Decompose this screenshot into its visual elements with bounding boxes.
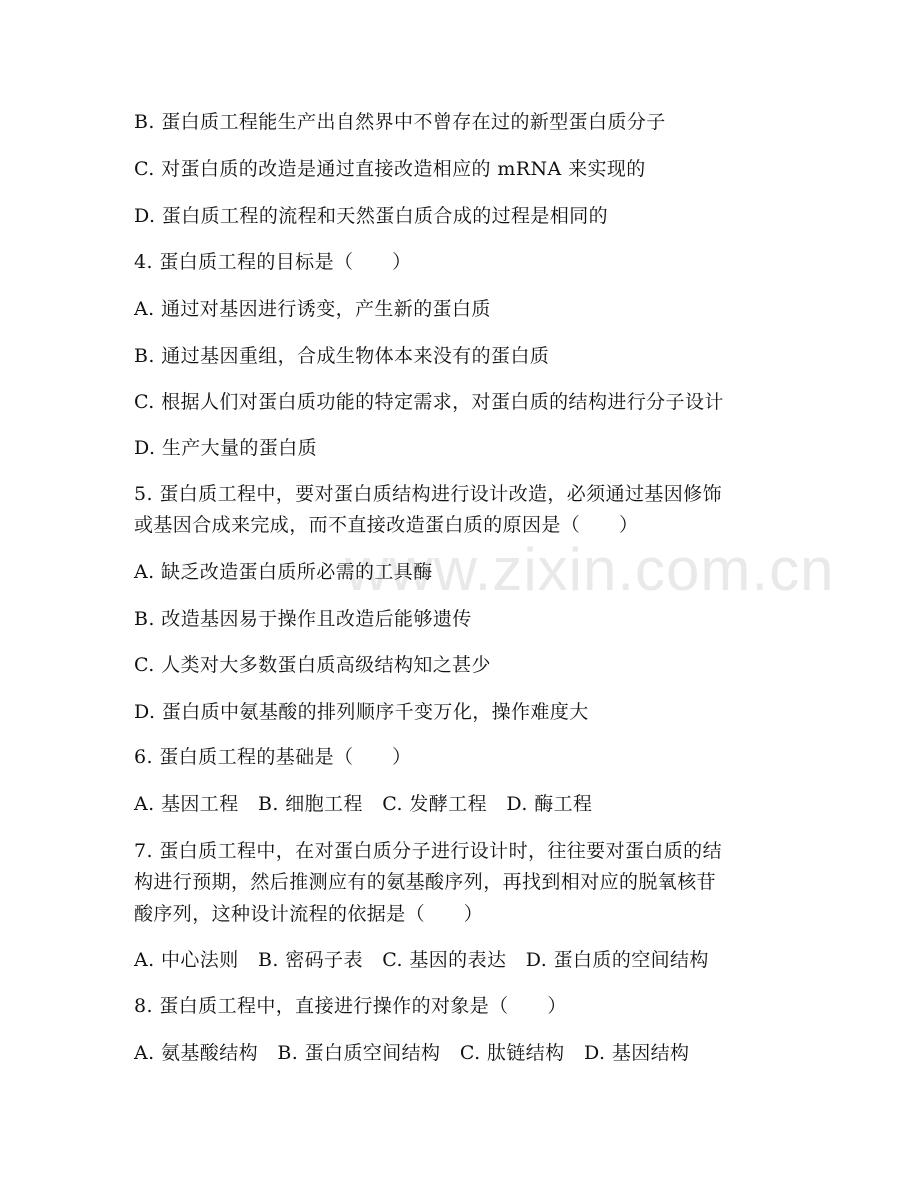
option-3b: B. 蛋白质工程能生产出自然界中不曾存在过的新型蛋白质分子: [134, 111, 666, 133]
option-5a: A. 缺乏改造蛋白质所必需的工具酶: [134, 561, 433, 583]
option-4b: B. 通过基因重组，合成生物体本来没有的蛋白质: [134, 345, 550, 367]
question-5-line-1: 5. 蛋白质工程中，要对蛋白质结构进行设计改造，必须通过基因修饰: [134, 483, 722, 505]
options-7: A. 中心法则 B. 密码子表 C. 基因的表达 D. 蛋白质的空间结构: [134, 949, 709, 971]
option-4c: C. 根据人们对蛋白质功能的特定需求，对蛋白质的结构进行分子设计: [134, 391, 724, 413]
option-5b: B. 改造基因易于操作且改造后能够遗传: [134, 608, 472, 630]
question-7-line-2: 构进行预期，然后推测应有的氨基酸序列，再找到相对应的脱氧核苷: [134, 871, 717, 893]
question-5-line-2: 或基因合成来完成，而不直接改造蛋白质的原因是（ ）: [134, 514, 639, 536]
question-7-line-1: 7. 蛋白质工程中，在对蛋白质分子进行设计时，往往要对蛋白质的结: [134, 840, 722, 862]
option-3d: D. 蛋白质工程的流程和天然蛋白质合成的过程是相同的: [134, 205, 609, 227]
question-4: 4. 蛋白质工程的目标是（ ）: [134, 251, 412, 273]
option-4d: D. 生产大量的蛋白质: [134, 437, 318, 459]
option-5d: D. 蛋白质中氨基酸的排列顺序千变万化，操作难度大: [134, 701, 589, 723]
watermark: www.zixin.com.cn: [345, 536, 835, 603]
option-5c: C. 人类对大多数蛋白质高级结构知之甚少: [134, 654, 491, 676]
options-6: A. 基因工程 B. 细胞工程 C. 发酵工程 D. 酶工程: [134, 793, 593, 815]
question-6: 6. 蛋白质工程的基础是（ ）: [134, 746, 412, 768]
option-3c: C. 对蛋白质的改造是通过直接改造相应的 mRNA 来实现的: [134, 158, 646, 180]
question-8: 8. 蛋白质工程中，直接进行操作的对象是（ ）: [134, 995, 567, 1017]
question-7-line-3: 酸序列，这种设计流程的依据是（ ）: [134, 903, 484, 925]
option-4a: A. 通过对基因进行诱变，产生新的蛋白质: [134, 298, 491, 320]
options-8: A. 氨基酸结构 B. 蛋白质空间结构 C. 肽链结构 D. 基因结构: [134, 1042, 690, 1064]
